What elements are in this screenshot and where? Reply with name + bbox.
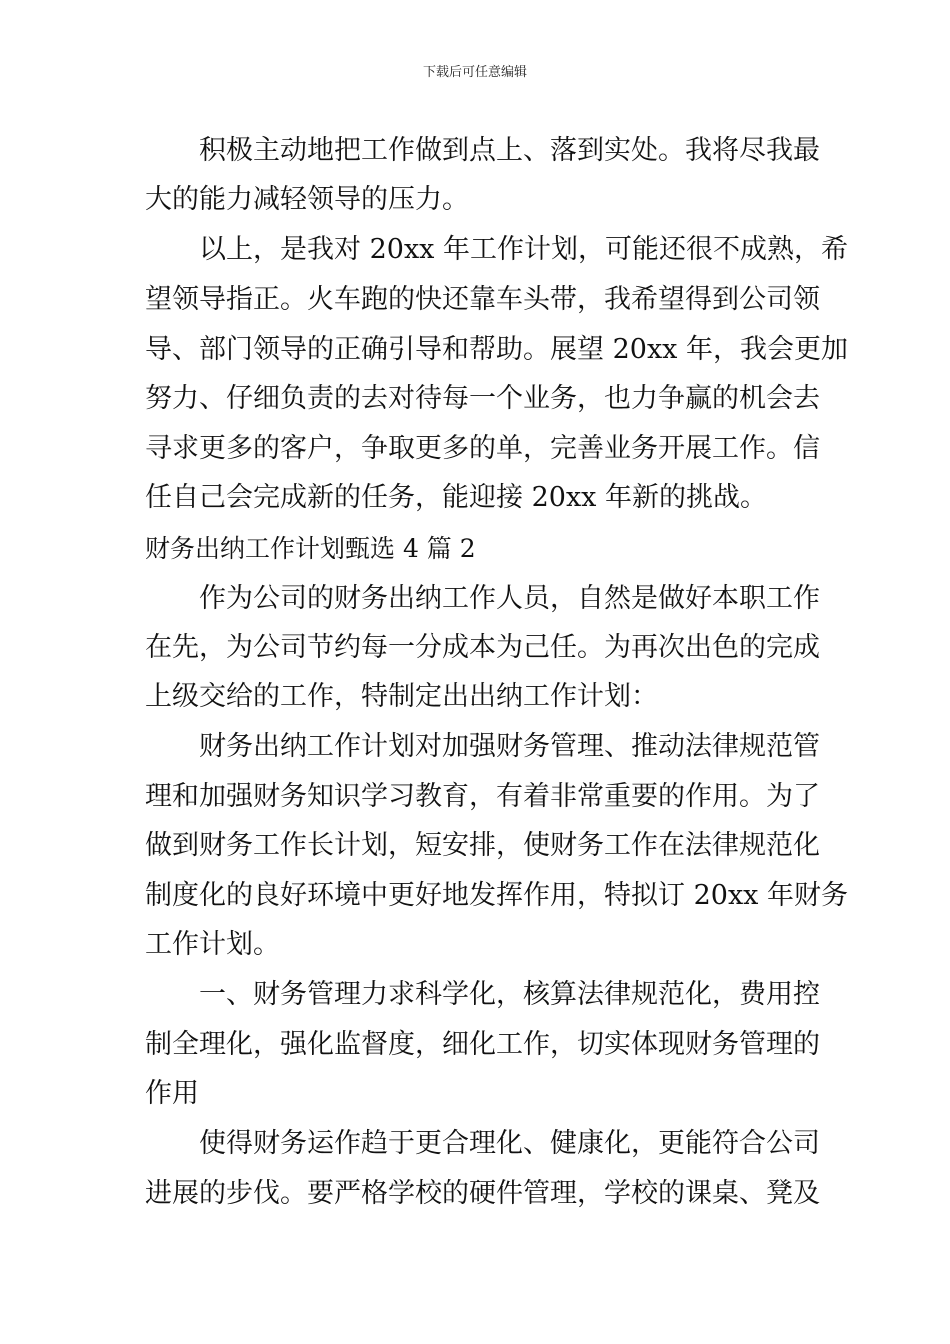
text-line: 一、财务管理力求科学化，核算法律规范化，费用控 bbox=[199, 979, 820, 1010]
text-line: 望领导指正。火车跑的快还靠车头带，我希望得到公司领 bbox=[145, 284, 820, 315]
text-line: 使得财务运作趋于更合理化、健康化，更能符合公司 bbox=[199, 1128, 820, 1159]
text-line: 上级交给的工作，特制定出出纳工作计划： bbox=[145, 681, 658, 712]
text-line: 财务出纳工作计划对加强财务管理、推动法律规范管 bbox=[199, 731, 820, 762]
text-line: 制度化的良好环境中更好地发挥作用，特拟订 20xx 年财务 bbox=[145, 880, 848, 911]
text-line: 工作计划。 bbox=[145, 929, 280, 960]
text-line: 做到财务工作长计划，短安排，使财务工作在法律规范化 bbox=[145, 830, 820, 861]
text-line: 制全理化，强化监督度，细化工作，切实体现财务管理的 bbox=[145, 1029, 820, 1060]
text-line: 任自己会完成新的任务，能迎接 20xx 年新的挑战。 bbox=[145, 482, 767, 513]
text-line: 大的能力减轻领导的压力。 bbox=[145, 184, 469, 215]
text-line: 进展的步伐。要严格学校的硬件管理，学校的课桌、凳及 bbox=[145, 1178, 820, 1209]
text-line: 努力、仔细负责的去对待每一个业务，也力争赢的机会去 bbox=[145, 383, 820, 414]
text-line: 导、部门领导的正确引导和帮助。展望 20xx 年，我会更加 bbox=[145, 334, 848, 365]
page-header: 下载后可任意编辑 bbox=[422, 65, 527, 80]
text-line: 积极主动地把工作做到点上、落到实处。我将尽我最 bbox=[199, 135, 820, 166]
text-line: 作为公司的财务出纳工作人员，自然是做好本职工作 bbox=[199, 583, 820, 614]
section-heading: 财务出纳工作计划甄选 4 篇 2 bbox=[145, 534, 476, 563]
text-line: 以上，是我对 20xx 年工作计划，可能还很不成熟，希 bbox=[199, 234, 848, 265]
text-line: 在先，为公司节约每一分成本为己任。为再次出色的完成 bbox=[145, 632, 820, 663]
text-line: 寻求更多的客户，争取更多的单，完善业务开展工作。信 bbox=[145, 433, 820, 464]
text-line: 理和加强财务知识学习教育，有着非常重要的作用。为了 bbox=[145, 781, 820, 812]
text-line: 作用 bbox=[145, 1078, 199, 1109]
